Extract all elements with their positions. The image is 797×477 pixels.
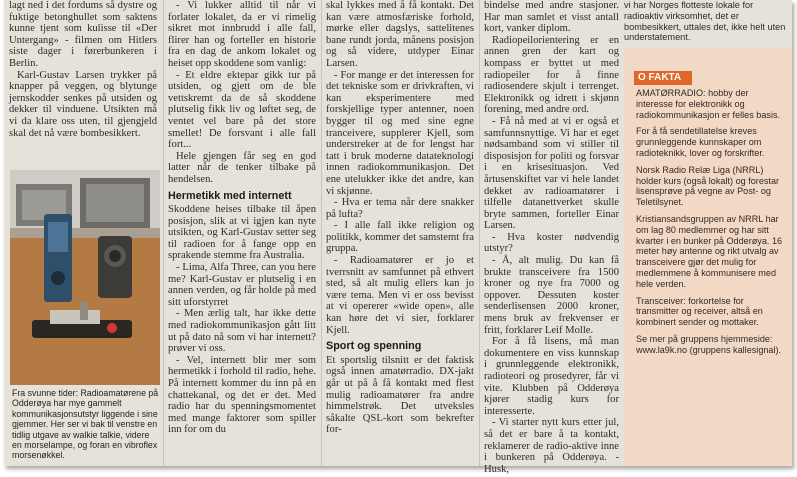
paragraph: - Radioamatører er jo et tverrsnitt av samfunnet på ethvert sted, så alt mulig ellers kan jo være tema. Men vi er oss bevisst at vi opererer «wide open», alle kan høre det vi sier, forklarer Kjell. [326, 255, 474, 336]
fakta-body [636, 88, 786, 362]
paragraph: bindelse med andre stasjoner. Har man samlet et visst antall kort, vanker diplom. [484, 0, 619, 35]
paragraph: Et sportslig tilsnitt er det faktisk også innen amatørradio. DX-jakt går ut på å få kontakt med flest mulig radioamatører fra andre himmelstrøk. Det utveksles såkalte QSL-kort som bekrefter for- [326, 354, 474, 436]
fakta-paragraph: Norsk Radio Relæ Liga (NRRL) holder kurs (også lokalt) og forestar lisensprøve på vegne av Post- og Teletilsynet. [636, 164, 780, 208]
paragraph: - Å, alt mulig. Du kan få brukte transceivere fra 1500 kroner og nye fra 7000 og oppover. Dessuten koster senderlisensen 2000 kroner, mens bruk av frekvenser er fritt, forklarer Leif Molle. [484, 255, 619, 336]
fakta-title: O FAKTA [634, 71, 692, 85]
fakta-box [624, 48, 792, 466]
paragraph: - Vi starter nytt kurs etter jul, så det er bare å ta kontakt, reklamerer de radio-aktive inne i bunkeren på Odderøya. - Husk, [484, 417, 619, 475]
paragraph: skal lykkes med å få kontakt. Det kan være atmosfæriske forhold, mørke eller dagslys, sattelitenes bane rundt jorda, månens posisjon og så videre, utdyper Einar Larsen. [326, 0, 474, 69]
paragraph: Hele gjengen får seg en god latter når de tenker tilbake på hendelsen. [168, 150, 316, 185]
paragraph: Radiopeilorientering er en annen gren der kart og kompass er byttet ut med radiopeiler for å finne radiosendere skjult i terrenget. Elektronikk og idrett i skjønn forening, med andre ord. [484, 34, 619, 116]
paragraph: - Men ærlig talt, har ikke dette med radiokommunikasjon gått litt ut på dato nå som vi har internett? prøver vi oss. [168, 308, 316, 355]
photo-illustration [10, 170, 160, 385]
article-column-5: vi har Norges flotteste lokale for radioaktiv virksomhet, det er bombesikkert, uttales det, ikke helt uten understatement. [624, 0, 786, 43]
fakta-paragraph: For å få sendetillatelse kreves grunnleggende kunnskaper om radioteknikk, lover og forskrifter. [636, 126, 765, 158]
article-column-4 [484, 0, 619, 475]
paragraph: - I alle fall ikke religion og politikk, kommer det samstemt fra gruppa. [326, 220, 474, 255]
fakta-paragraph: Se mer på gruppens hjemmeside: www.la9k.no (gruppens kallesignal). [636, 333, 782, 355]
paragraph: - Få nå med at vi er også et samfunnsnyttige. Vi har et eget nødsamband som vi stiller til disposisjon for politi og forsvar i en krisesituasjon. Ved årtusenskiftet var vi hele landet dekket av radioamatører i tilfelle datanettverket skulle bryte sammen, forteller Einar Larsen. [484, 115, 619, 232]
fakta-paragraph: AMATØRRADIO: hobby der interesse for elektronikk og radiokommunikasjon er felles basis. [636, 88, 781, 120]
column-divider [479, 0, 480, 466]
radio-equipment-photo [10, 170, 160, 385]
article-column-3 [326, 0, 474, 466]
paragraph: For å få lisens, må man dokumentere en viss kunnskap i grunnleggende elektronikk, radioteori og prosedyrer, får vi vite. Klubben på Odderøya kjører stadig kurs for interesserte. [484, 336, 619, 417]
paragraph: lagt ned i det fordums så dystre og fuktige betonghullet som saktens kunne tjent som kulisse til «Der Untergang» - filmen om Hitlers siste dager i førerbunkeren i Berlin. [9, 0, 157, 69]
paragraph: - Vi lukker alltid til når vi forlater lokalet, da er vi rimelig sikret mot innbrudd i alle fall, flirer han og forteller en historie fra en dag de ankom lokalet og heiset opp skoddene som vanlig: [168, 0, 316, 69]
paragraph: - For mange er det interessen for det tekniske som er drivkraften, vi kan eksperimentere med forskjellige typer antenner, noen bygger til og med sine egne tranceivere, supplerer Kjell, som understreker at de for lengst har tatt i bruk moderne datateknologi innen radiokommunikasjon. Det ene utelukker ikke det andre, kan vi skjønne. [326, 69, 474, 197]
fakta-paragraph: Transceiver: forkortelse for transmitter og receiver, altså en kombinert sender og mottaker. [636, 295, 763, 328]
paragraph: Skoddene heises tilbake til åpen posisjon, slik at vi igjen kan nyte utsikten, og Karl-Gustav setter seg til radioen for å fange opp en sprakende stemme fra Australia. [168, 204, 316, 262]
paragraph: - Hva koster nødvendig utstyr? [484, 231, 619, 255]
subheading: Hermetikk med internett [168, 189, 292, 202]
paragraph: - Hva er tema når dere snakker på lufta? [326, 197, 474, 220]
subheading: Sport og spenning [326, 340, 422, 353]
article-column-2 [168, 0, 316, 466]
column-divider [321, 0, 322, 466]
paragraph: - Lima, Alfa Three, can you here me? Karl-Gustav er plutselig i en annen verden, og får holde på med sitt uforstyrret [168, 262, 316, 308]
paragraph: Karl-Gustav Larsen trykker på knapper på veggen, og blytunge jernskodder senkes på utsiden og dekker til vinduene. Utsikten må vi da klare oss uten, til gjengjeld skal det nå være bombesikkert. [9, 69, 157, 139]
paragraph: - Vel, internett blir mer som hermetikk i forhold til radio, hehe. På internett kommer du inn på en chattekanal, og det er det. Med radio har du spenningsmomentet med mange faktorer som spiller inn for om du [168, 354, 316, 436]
column-divider [163, 0, 164, 466]
fakta-paragraph: Kristiansandsgruppen av NRRL har om lag 80 medlemmer og har sitt kvarter i en bunker på Odderøya. 16 meter høy antenne og rikt utvalg av transceivere gjør det mulig for medlemmene å kommunisere med hele verden. [636, 213, 783, 289]
photo-caption: Fra svunne tider: Radioamatørene på Odderøya har mye gammelt kommunikasjonsutstyr liggende i sine gjemmer. Her ser vi bak til venstre en tidlig utgave av walkie talkie, videre en morselampe, og foran en vibroflex morsenøkkel. [12, 388, 159, 461]
newspaper-page [4, 0, 792, 475]
paragraph: - Et eldre ektepar gikk tur på utsiden, og gjett om de ble vettskremt da de så skoddene plutselig fikk liv og løftet seg, de ventet vel bare på det store smellet! De forsvant i alle fall fort... [168, 69, 316, 151]
